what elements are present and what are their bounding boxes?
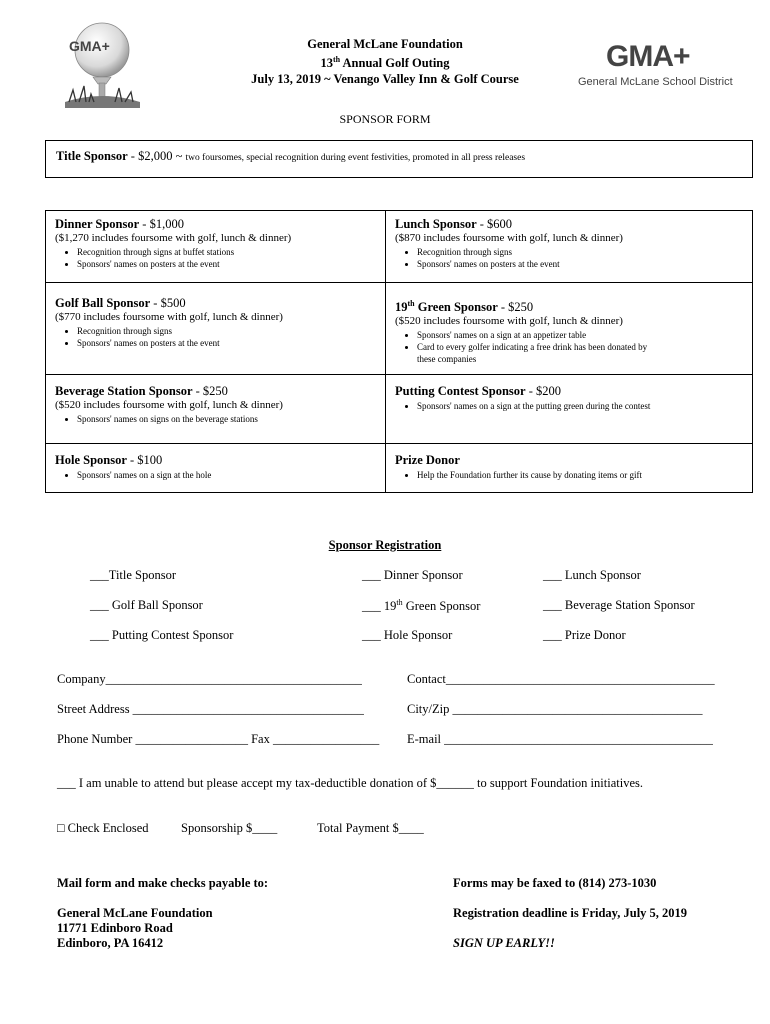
golf-ball-logo <box>55 20 150 115</box>
right-logo-text: GMA+ <box>606 40 690 73</box>
sponsorship-amount-field[interactable]: Sponsorship $____ <box>181 821 278 835</box>
city-zip-field[interactable]: City/Zip ________________________________________ <box>407 702 703 716</box>
option-lunch-sponsor[interactable]: ___ Lunch Sponsor <box>543 568 641 582</box>
mail-line-1: General McLane Foundation <box>57 906 213 920</box>
option-dinner-sponsor[interactable]: ___ Dinner Sponsor <box>362 568 463 582</box>
mail-heading: Mail form and make checks payable to: <box>57 876 269 890</box>
phone-fax-field[interactable]: Phone Number __________________ Fax _________________ <box>57 732 380 746</box>
lunch-sponsor-cell: Lunch Sponsor - $600 ($870 includes foursome with golf, lunch & dinner) • Recognition through signs • Sponsors' names on posters at the event <box>386 211 752 276</box>
option-prize-donor[interactable]: ___ Prize Donor <box>543 628 626 642</box>
beverage-sponsor-cell: Beverage Station Sponsor - $250 ($520 includes foursome with golf, lunch & dinner) • Sponsors' names on signs on the beverage stations <box>46 378 385 431</box>
deadline-line: Registration deadline is Friday, July 5, 2019 <box>453 906 688 920</box>
total-payment-field[interactable]: Total Payment $____ <box>317 821 424 835</box>
school-district-logo <box>578 40 733 92</box>
contact-field[interactable]: Contact___________________________________________ <box>407 672 715 686</box>
hole-sponsor-cell: Hole Sponsor - $100 • Sponsors' names on a sign at the hole <box>46 447 385 487</box>
option-green-sponsor[interactable]: ___ 19th Green Sponsor <box>362 598 481 614</box>
document-header <box>200 36 570 87</box>
sign-up-early: SIGN UP EARLY!! <box>453 936 555 950</box>
grid-divider <box>46 374 752 375</box>
option-beverage-sponsor[interactable]: ___ Beverage Station Sponsor <box>543 598 695 612</box>
company-field[interactable]: Company_________________________________________ <box>57 672 362 686</box>
header-line-3: July 13, 2019 ~ Venango Valley Inn & Golf Course <box>251 72 519 87</box>
street-address-field[interactable]: Street Address _____________________________________ <box>57 702 364 716</box>
email-field[interactable]: E-mail ___________________________________________ <box>407 732 713 746</box>
green-sponsor-cell: 19th Green Sponsor - $250 ($520 includes foursome with golf, lunch & dinner) • Sponsors' names on a sign at an appetizer table • Card to every golfer indicating a free drink has been donated by these companies <box>386 290 752 371</box>
putting-sponsor-cell: Putting Contest Sponsor - $200 • Sponsors' names on a sign at the putting green during the contest <box>386 378 752 418</box>
option-golf-ball-sponsor[interactable]: ___ Golf Ball Sponsor <box>90 598 203 612</box>
title-sponsor-text: Title Sponsor - $2,000 ~ two foursomes, special recognition during event festivities, promoted in all press releases <box>56 149 526 163</box>
option-title-sponsor[interactable]: ___Title Sponsor <box>90 568 177 582</box>
sponsor-levels-grid <box>45 210 753 493</box>
title-sponsor-box <box>45 140 753 178</box>
prize-donor-cell: Prize Donor • Help the Foundation further its cause by donating items or gift <box>386 447 752 487</box>
mail-line-2: 11771 Edinboro Road <box>57 921 173 935</box>
check-enclosed-checkbox[interactable]: □ Check Enclosed <box>57 821 149 835</box>
header-line-2: 13th Annual Golf Outing <box>320 55 450 71</box>
golf-ball-sponsor-cell: Golf Ball Sponsor - $500 ($770 includes foursome with golf, lunch & dinner) • Recognition through signs • Sponsors' names on posters at the event <box>46 290 385 355</box>
grid-divider <box>46 282 752 283</box>
donation-line[interactable]: ___ I am unable to attend but please accept my tax-deductible donation of $______ to support Foundation initiatives. <box>57 776 643 790</box>
grid-divider <box>46 443 752 444</box>
right-logo-caption: General McLane School District <box>578 76 733 88</box>
mail-line-3: Edinboro, PA 16412 <box>57 936 164 950</box>
dinner-sponsor-cell: Dinner Sponsor - $1,000 ($1,270 includes foursome with golf, lunch & dinner) • Recognition through signs at buffet stations • Sponsors' names on posters at the event <box>46 211 385 276</box>
option-putting-sponsor[interactable]: ___ Putting Contest Sponsor <box>90 628 234 642</box>
fax-line: Forms may be faxed to (814) 273-1030 <box>453 876 657 890</box>
form-title: SPONSOR FORM <box>339 112 431 126</box>
option-hole-sponsor[interactable]: ___ Hole Sponsor <box>362 628 453 642</box>
header-line-1: General McLane Foundation <box>307 37 463 51</box>
left-logo-text: GMA+ <box>69 38 110 54</box>
registration-title: Sponsor Registration <box>328 538 442 552</box>
